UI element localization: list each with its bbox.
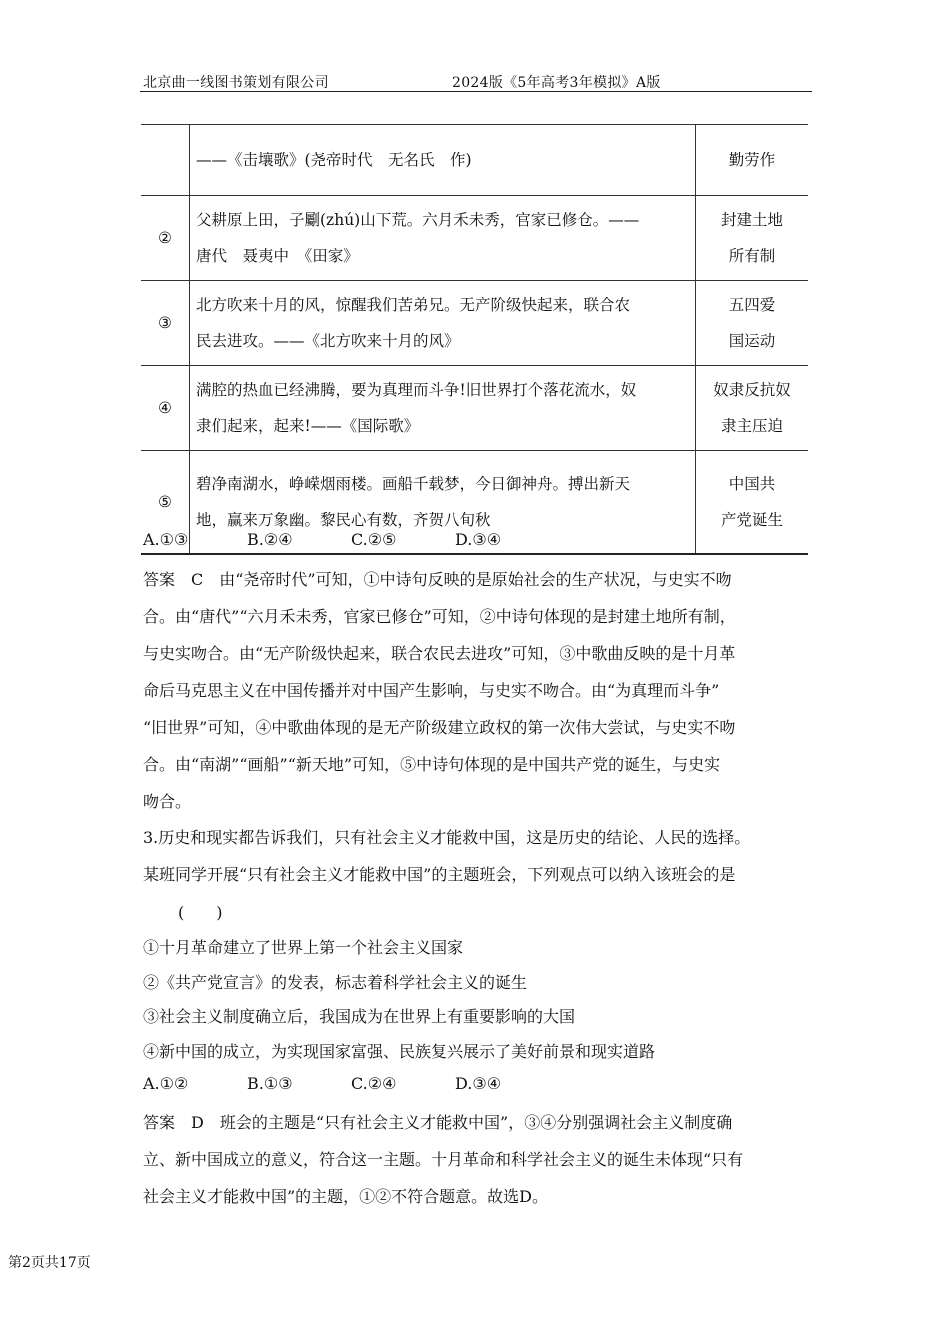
q3-statement: ①十月革命建立了世界上第一个社会主义国家 [143, 938, 464, 957]
header-book-title: 2024版《5年高考3年模拟》A版 [452, 75, 661, 91]
row-number [141, 125, 190, 196]
q3-stem-line: 3.历史和现实都告诉我们，只有社会主义才能救中国，这是历史的结论、人民的选择。 [143, 828, 751, 847]
historical-event: 中国共 产党诞生 [696, 451, 809, 555]
table-row [141, 366, 808, 451]
header-divider [140, 91, 812, 92]
q2-answer-line: 与史实吻合。由“无产阶级快起来，联合农民去进攻”可知，③中歌曲反映的是十月革 [143, 644, 736, 663]
q3-statement: ③社会主义制度确立后，我国成为在世界上有重要影响的大国 [143, 1007, 576, 1026]
q3-statement: ②《共产党宣言》的发表，标志着科学社会主义的诞生 [143, 973, 528, 992]
row-number: ⑤ [141, 451, 190, 555]
table-row [141, 125, 808, 196]
table-row [141, 281, 808, 366]
row-number: ③ [141, 281, 190, 366]
q2-answer-line: 命后马克思主义在中国传播并对中国产生影响，与史实不吻合。由“为真理而斗争” [143, 681, 720, 700]
q3-answer-line: 社会主义才能救中国”的主题，①②不符合题意。故选D。 [143, 1187, 549, 1206]
q3-option-d: D.③④ [455, 1074, 502, 1093]
poem-text: 碧净南湖水，峥嵘烟雨楼。画船千载梦，今日御神舟。搏出新天 地，赢来万象幽。黎民心有数，齐贺八旬秋 [190, 451, 696, 555]
q2-option-c: C.②⑤ [351, 530, 397, 549]
q3-option-b: B.①③ [247, 1074, 293, 1093]
q2-answer-line: 吻合。 [143, 792, 192, 811]
q2-option-b: B.②④ [247, 530, 293, 549]
q2-answer-line: 合。由“南湖”“画船”“新天地”可知，⑤中诗句体现的是中国共产党的诞生，与史实 [143, 755, 721, 774]
table-row [141, 196, 808, 281]
historical-event: 奴隶反抗奴 隶主压迫 [696, 366, 809, 451]
q3-option-c: C.②④ [351, 1074, 397, 1093]
page-number: 第2页共17页 [8, 1255, 91, 1271]
header-publisher: 北京曲一线图书策划有限公司 [143, 75, 329, 91]
q3-stem-line: 某班同学开展“只有社会主义才能救中国”的主题班会，下列观点可以纳入该班会的是 [143, 865, 736, 884]
row-number: ② [141, 196, 190, 281]
poem-text: 北方吹来十月的风，惊醒我们苦弟兄。无产阶级快起来，联合农 民去进攻。——《北方吹来十月的风》 [190, 281, 696, 366]
historical-event: 勤劳作 [696, 125, 809, 196]
q2-answer-line: “旧世界”可知，④中歌曲体现的是无产阶级建立政权的第一次伟大尝试，与史实不吻 [143, 718, 736, 737]
historical-event: 五四爱 国运动 [696, 281, 809, 366]
q3-answer-line: 立、新中国成立的意义，符合这一主题。十月革命和科学社会主义的诞生未体现“只有 [143, 1150, 744, 1169]
q2-answer-line: 合。由“唐代”“六月禾未秀，官家已修仓”可知，②中诗句体现的是封建土地所有制， [143, 607, 736, 626]
poem-text: 满腔的热血已经沸腾，要为真理而斗争!旧世界打个落花流水，奴 隶们起来，起来!——《国际歌》 [190, 366, 696, 451]
q3-statement: ④新中国的成立，为实现国家富强、民族复兴展示了美好前景和现实道路 [143, 1042, 656, 1061]
q3-option-a: A.①② [143, 1074, 189, 1093]
historical-event: 封建土地 所有制 [696, 196, 809, 281]
q3-answer-line: 答案 D 班会的主题是“只有社会主义才能救中国”，③④分别强调社会主义制度确 [143, 1113, 733, 1132]
q2-answer-line: 答案 C 由“尧帝时代”可知，①中诗句反映的是原始社会的生产状况，与史实不吻 [143, 570, 732, 589]
poem-event-table [141, 124, 808, 555]
q2-options [143, 530, 559, 549]
q2-option-a: A.①③ [143, 530, 189, 549]
q2-option-d: D.③④ [455, 530, 502, 549]
row-number: ④ [141, 366, 190, 451]
poem-text: ——《击壤歌》(尧帝时代 无名氏 作) [190, 125, 696, 196]
poem-text: 父耕原上田，子劚(zhú)山下荒。六月禾未秀，官家已修仓。—— 唐代 聂夷中 《田家》 [190, 196, 696, 281]
q3-options [143, 1074, 559, 1093]
q3-answer-blank: ( ) [178, 903, 223, 922]
